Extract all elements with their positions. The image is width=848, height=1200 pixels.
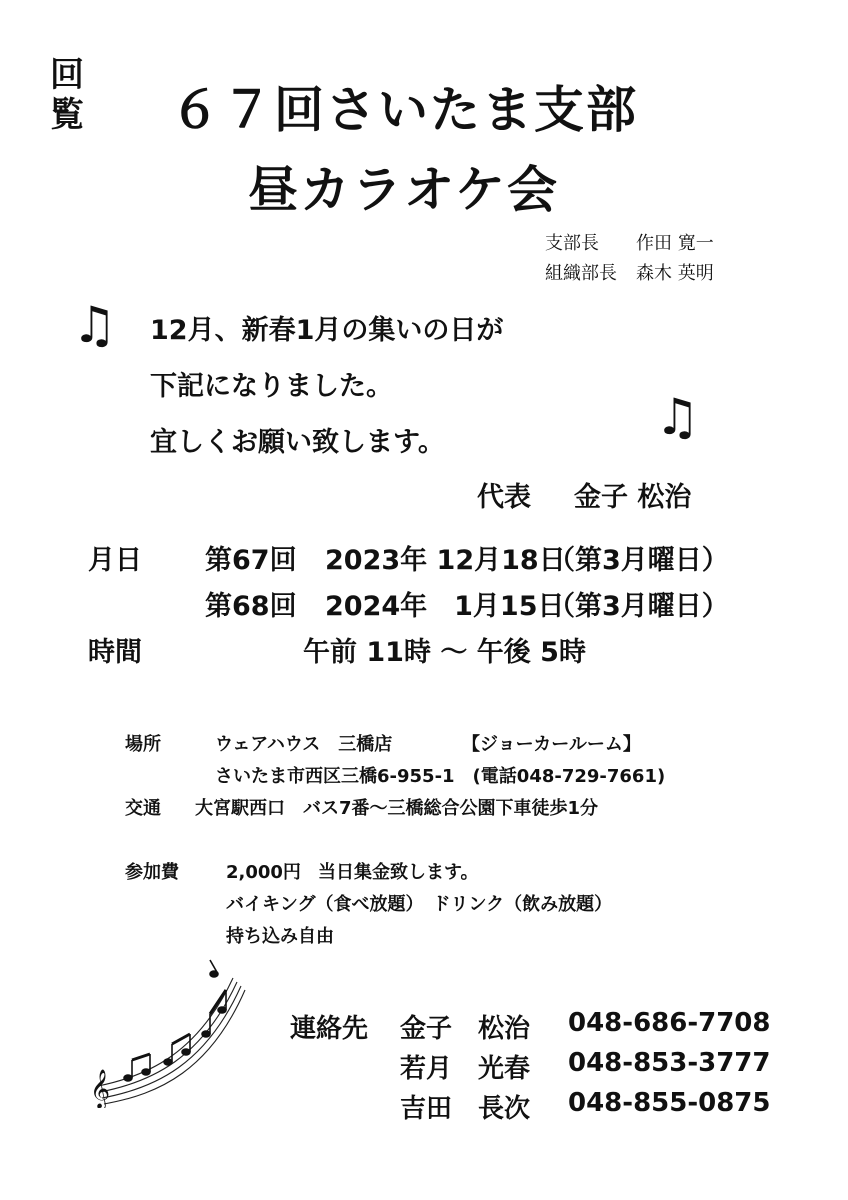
music-note-icon: ♫ bbox=[72, 296, 117, 354]
place-room: 【ジョーカールーム】 bbox=[462, 734, 641, 755]
date-session-2: 第68回 bbox=[205, 591, 297, 622]
officer-name-2: 森木 英明 bbox=[636, 263, 714, 284]
date-weekday-1: （第3月曜日） bbox=[548, 545, 729, 576]
contacts-label: 連絡先 bbox=[290, 1014, 369, 1044]
transport-value: 大宮駅西口 バス7番～三橋総合公園下車徒歩1分 bbox=[195, 798, 599, 819]
message-line-2: 下記になりました。 bbox=[150, 371, 393, 402]
fee-note: 当日集金致します。 bbox=[318, 862, 479, 883]
title-line-2: 昼カラオケ会 bbox=[248, 161, 559, 219]
officer-role-2: 組織部長 bbox=[545, 263, 617, 284]
place-address: さいたま市西区三橋6-955-1 (電話048-729-7661) bbox=[215, 766, 666, 787]
date-value-1: 2023年 12月18日 bbox=[325, 545, 566, 576]
dates-label: 月日 bbox=[88, 545, 142, 576]
circulation-mark-char-2: 覧 bbox=[50, 95, 84, 135]
music-note-icon: ♫ bbox=[655, 388, 700, 446]
place-label: 場所 bbox=[125, 734, 161, 755]
contact-phone-1: 048-686-7708 bbox=[568, 1008, 771, 1038]
music-staff-decoration-icon bbox=[88, 958, 248, 1108]
message-line-3: 宜しくお願い致します。 bbox=[150, 427, 445, 458]
representative-name: 金子 松治 bbox=[574, 482, 692, 513]
contact-name-2: 若月 光春 bbox=[400, 1054, 531, 1084]
representative-label: 代表 bbox=[477, 482, 531, 513]
fee-amount: 2,000円 bbox=[226, 862, 301, 883]
officer-role-1: 支部長 bbox=[545, 233, 599, 254]
date-value-2: 2024年 1月15日 bbox=[325, 591, 565, 622]
place-venue: ウェアハウス 三橋店 bbox=[215, 734, 393, 755]
time-label: 時間 bbox=[88, 637, 142, 668]
fee-bring-own: 持ち込み自由 bbox=[226, 926, 334, 947]
contact-phone-3: 048-855-0875 bbox=[568, 1088, 771, 1118]
title-line-1: ６７回さいたま支部 bbox=[170, 81, 638, 139]
svg-text:𝄞: 𝄞 bbox=[90, 1069, 111, 1108]
time-value: 午前 11時 ～ 午後 5時 bbox=[303, 637, 586, 668]
contact-name-1: 金子 松治 bbox=[400, 1014, 531, 1044]
officer-name-1: 作田 寛一 bbox=[636, 233, 714, 254]
fee-buffet-drink: バイキング（食べ放題） ドリンク（飲み放題） bbox=[226, 894, 613, 915]
circulation-mark-char-1: 回 bbox=[50, 55, 84, 95]
date-weekday-2: （第3月曜日） bbox=[548, 591, 729, 622]
contact-name-3: 吉田 長次 bbox=[400, 1094, 531, 1124]
date-session-1: 第67回 bbox=[205, 545, 297, 576]
circulation-mark bbox=[50, 55, 84, 135]
message-line-1: 12月、新春1月の集いの日が bbox=[150, 315, 504, 346]
fee-label: 参加費 bbox=[125, 862, 179, 883]
transport-label: 交通 bbox=[125, 798, 161, 819]
contact-phone-2: 048-853-3777 bbox=[568, 1048, 771, 1078]
